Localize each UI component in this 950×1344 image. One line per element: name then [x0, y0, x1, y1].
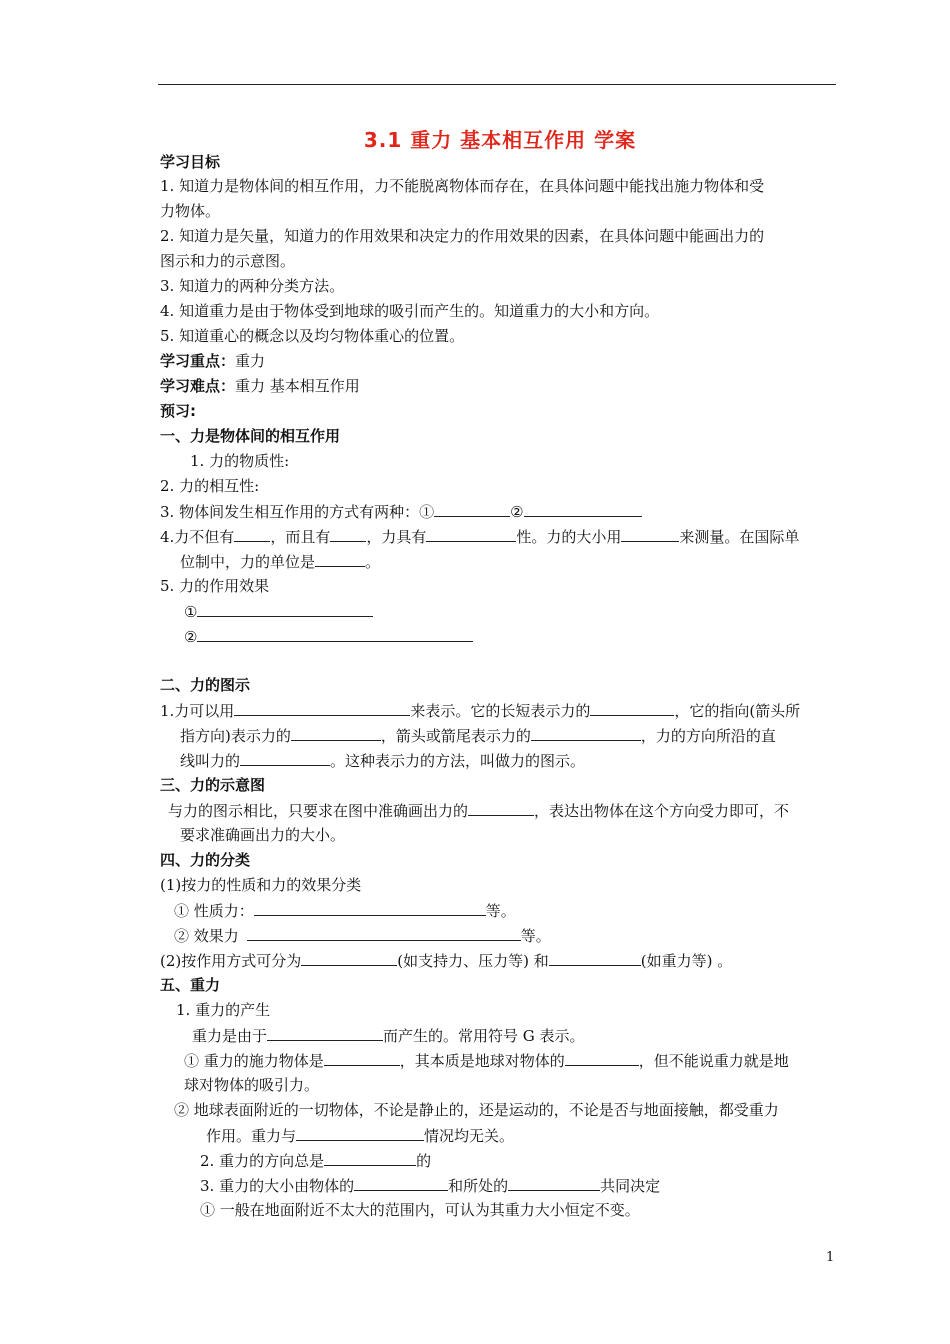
text-line: 5. 知道重心的概念以及均匀物体重心的位置。: [160, 327, 465, 345]
fill-line: 4.力不但有 ，而且有 ，力具有 性。力的大小用 来测量。在国际单: [160, 528, 800, 546]
header-rule: [158, 84, 836, 85]
answer-blank[interactable]: [234, 701, 410, 716]
section-heading: 五、重力: [160, 976, 221, 994]
answer-blank[interactable]: [565, 1051, 639, 1066]
section-heading: 三、力的示意图: [160, 776, 266, 794]
text-line: ① 一般在地面附近不太大的范围内，可认为其重力大小恒定不变。: [200, 1201, 640, 1219]
text-line: 4. 知道重力是由于物体受到地球的吸引而产生的。知道重力的大小和方向。: [160, 302, 660, 320]
answer-blank[interactable]: [247, 926, 521, 941]
fill-line: 3. 物体间发生相互作用的方式有两种：① ②: [160, 502, 642, 521]
fill-line: ① 性质力： 等。: [174, 902, 516, 920]
answer-blank[interactable]: [197, 602, 373, 617]
answer-blank[interactable]: [434, 502, 510, 517]
answer-blank[interactable]: [524, 502, 642, 517]
fill-line: 线叫力的 。这种表示力的方法，叫做力的图示。: [180, 752, 586, 770]
answer-blank[interactable]: [240, 751, 330, 766]
text-line: 3. 知道力的两种分类方法。: [160, 277, 345, 295]
answer-blank[interactable]: [267, 1026, 383, 1041]
fill-line: 3. 重力的大小由物体的 和所处的 共同决定: [200, 1177, 661, 1195]
section-heading: 预习:: [160, 402, 196, 420]
text-line: 1. 重力的产生: [176, 1001, 271, 1019]
answer-blank[interactable]: [508, 1176, 600, 1191]
text-line: 5. 力的作用效果: [160, 577, 270, 595]
section-heading: 学习目标: [160, 153, 221, 171]
answer-blank[interactable]: [254, 901, 486, 916]
answer-blank[interactable]: [549, 951, 641, 966]
key-point-line: 学习重点：重力: [160, 352, 266, 370]
fill-line: (2)按作用方式可分为 (如支持力、压力等) 和 (如重力等) 。: [160, 952, 733, 970]
text-line: 要求准确画出力的大小。: [180, 826, 346, 844]
fill-line: 作用。重力与 情况均无关。: [206, 1127, 515, 1145]
answer-blank[interactable]: [324, 1051, 400, 1066]
answer-blank[interactable]: [324, 1151, 416, 1166]
text-line: 力物体。: [160, 202, 221, 220]
fill-line: 重力是由于 而产生的。常用符号 G 表示。: [192, 1027, 585, 1045]
fill-line: ① 重力的施力物体是 ，其本质是地球对物体的 ，但不能说重力就是地: [184, 1052, 789, 1070]
fill-line: ①: [184, 602, 373, 621]
text-line: ② 地球表面附近的一切物体，不论是静止的，还是运动的，不论是否与地面接触，都受重力: [174, 1101, 779, 1119]
fill-line: 与力的图示相比，只要求在图中准确画出力的 ，表达出物体在这个方向受力即可，不: [168, 802, 790, 820]
fill-line: 2. 重力的方向总是 的: [200, 1152, 432, 1170]
answer-blank[interactable]: [296, 1126, 424, 1141]
answer-blank[interactable]: [531, 726, 641, 741]
answer-blank[interactable]: [301, 951, 397, 966]
text-line: 2. 知道力是矢量，知道力的作用效果和决定力的作用效果的因素，在具体问题中能画出力的: [160, 227, 765, 245]
answer-blank[interactable]: [621, 527, 679, 542]
section-heading: 二、力的图示: [160, 676, 251, 694]
fill-line: 1.力可以用 来表示。它的长短表示力的 ，它的指向(箭头所: [160, 702, 801, 720]
answer-blank[interactable]: [234, 527, 270, 542]
difficulty-line: 学习难点：重力 基本相互作用: [160, 377, 360, 395]
fill-line: ② 效果力 等。: [174, 927, 551, 945]
answer-blank[interactable]: [291, 726, 381, 741]
text-line: 图示和力的示意图。: [160, 252, 296, 270]
answer-blank[interactable]: [468, 801, 534, 816]
text-line: 2. 力的相互性:: [160, 477, 260, 495]
text-line: 1. 知道力是物体间的相互作用，力不能脱离物体而存在，在具体问题中能找出施力物体和受: [160, 177, 765, 195]
answer-blank[interactable]: [590, 701, 674, 716]
section-heading: 四、力的分类: [160, 851, 251, 869]
fill-line: 指方向)表示力的 ，箭头或箭尾表示力的 ，力的方向所沿的直: [180, 727, 776, 745]
text-line: 球对物体的吸引力。: [184, 1076, 320, 1094]
fill-line: 位制中，力的单位是 。: [180, 553, 381, 571]
page-number: 1: [826, 1250, 835, 1265]
answer-blank[interactable]: [354, 1176, 448, 1191]
answer-blank[interactable]: [426, 527, 516, 542]
answer-blank[interactable]: [330, 527, 366, 542]
section-heading: 一、力是物体间的相互作用: [160, 427, 341, 445]
text-line: 1. 力的物质性:: [190, 452, 290, 470]
answer-blank[interactable]: [197, 627, 473, 642]
fill-line: ②: [184, 627, 473, 646]
page-title: 3.1 重力 基本相互作用 学案: [363, 128, 637, 152]
text-line: (1)按力的性质和力的效果分类: [160, 876, 362, 894]
answer-blank[interactable]: [315, 552, 365, 567]
